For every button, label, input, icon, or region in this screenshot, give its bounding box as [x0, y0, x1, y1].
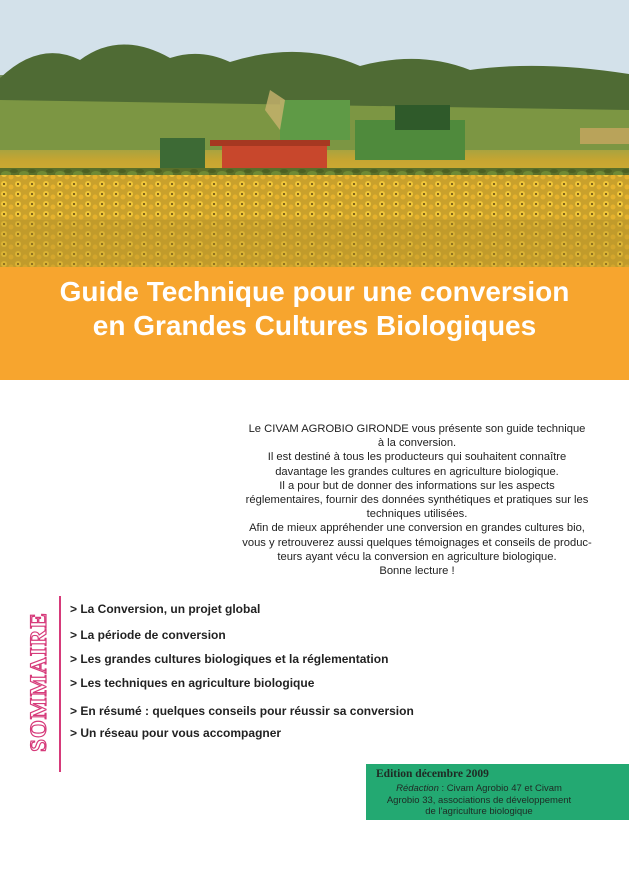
- title-line-1: Guide Technique pour une conversion: [59, 276, 570, 307]
- credit-text: de l'agriculture biologique: [425, 806, 533, 817]
- sommaire-heading: [24, 598, 54, 766]
- intro-line: Il est destiné à tous les producteurs qui souhaitent connaître: [267, 451, 567, 464]
- title-banner: [0, 267, 629, 380]
- intro-line: techniques utilisées.: [366, 508, 468, 521]
- intro-line: teurs ayant vécu la conversion en agriculture biologique.: [277, 550, 557, 563]
- intro-line: à la conversion.: [377, 437, 457, 450]
- intro-line: vous y retrouverez aussi quelques témoignages et conseils de produc-: [242, 536, 592, 549]
- intro-line: Afin de mieux appréhender une conversion en grandes cultures bio,: [249, 522, 585, 535]
- edition-credit: [374, 783, 584, 818]
- toc-item[interactable]: > La période de conversion: [70, 628, 226, 642]
- hero-photo: [0, 0, 629, 267]
- toc-item[interactable]: > Un réseau pour vous accompagner: [70, 726, 282, 740]
- edition-box: [366, 764, 629, 820]
- toc-item[interactable]: > En résumé : quelques conseils pour réussir sa conversion: [70, 704, 414, 718]
- sommaire-heading-text: SOMMAIRE: [26, 612, 51, 752]
- credit-text: Agrobio 33, associations de développement: [386, 794, 572, 806]
- intro-text: [228, 422, 606, 578]
- intro-line: réglementaires, fournir des données synthétiques et pratiques sur les: [245, 494, 589, 507]
- edition-title: Edition décembre 2009: [376, 768, 489, 780]
- intro-line: davantage les grandes cultures en agriculture biologique.: [275, 465, 559, 478]
- credit-text: : Civam Agrobio 47 et Civam: [438, 783, 562, 794]
- intro-line: Bonne lecture !: [379, 565, 455, 578]
- toc-item[interactable]: > La Conversion, un projet global: [70, 602, 261, 616]
- sommaire-divider: [59, 596, 61, 772]
- credit-label: Rédaction: [396, 783, 439, 794]
- toc-item[interactable]: > Les grandes cultures biologiques et la réglementation: [70, 652, 389, 666]
- toc-item[interactable]: > Les techniques en agriculture biologique: [70, 676, 315, 690]
- title-line-2: en Grandes Cultures Biologiques: [92, 310, 537, 341]
- intro-line: Il a pour but de donner des informations sur les aspects: [279, 479, 555, 492]
- intro-line: Le CIVAM AGROBIO GIRONDE vous présente son guide technique: [248, 423, 586, 435]
- sunflower-field-harvest-photo: [0, 0, 629, 267]
